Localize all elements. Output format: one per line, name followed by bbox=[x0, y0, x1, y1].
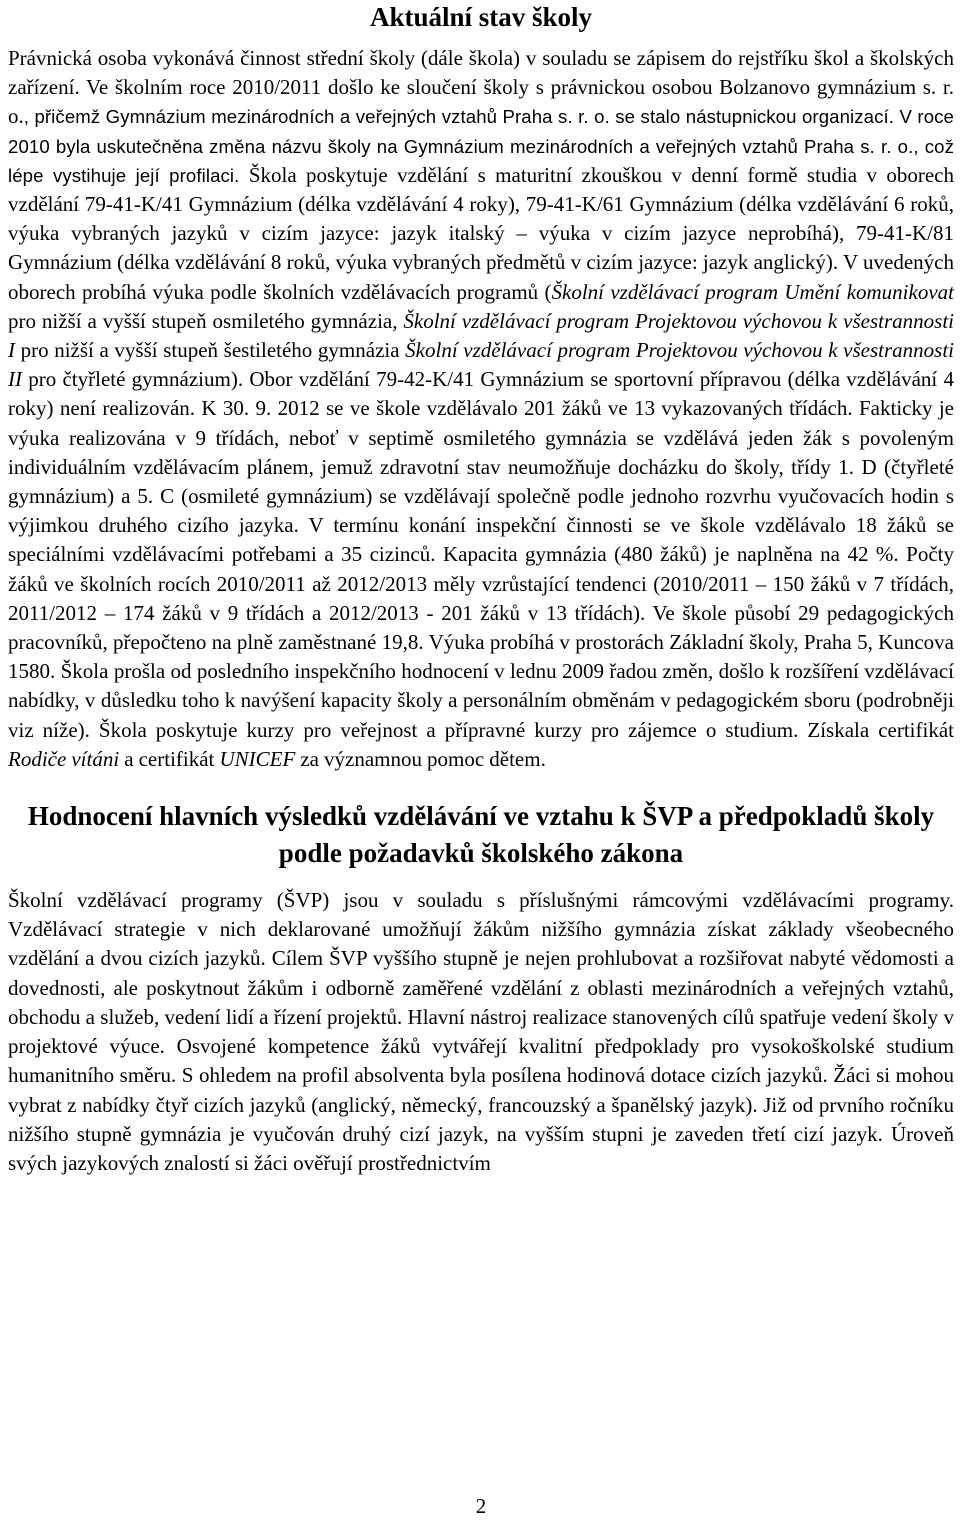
document-page bbox=[8, 0, 954, 1521]
p1-text-7: pro čtyřleté gymnázium). Obor vzdělání 79-42-K/41 Gymnázium se sportovní přípravou (délka vzdělávání 4 roky) není realizován. K 30. 9. 2012 se ve škole vzdělávalo 201 žáků ve 13 vykazovaných třídách. Fakticky je výuka realizována v 9 třídách, neboť v septimě osmiletého gymnázia se vzdělává jeden žák s povoleným individuálním vzdělávacím plánem, jemuž zdravotní stav neumožňuje docházku do školy, třídy 1. D (čtyřleté gymnázium) a 5. C (osmileté gymnázium) se vzdělávají společně podle jednoho rozvrhu vyučovacích hodin s výjimkou druhého cizího jazyka. V termínu konání inspekční činnosti se ve škole vzdělávalo 18 žáků se speciálními vzdělávacími potřebami a 35 cizinců. Kapacita gymnázia (480 žáků) je naplněna na 42 %. Počty žáků ve školních rocích 2010/2011 až 2012/2013 měly vzrůstající tendenci (2010/2011 – 150 žáků v 7 třídách, 2011/2012 – 174 žáků v 9 třídách a 2012/2013 - 201 žáků v 13 třídách). Ve škole působí 29 pedagogických pracovníků, přepočteno na plně zaměstnané 19,8. Výuka probíhá v prostorách Základní školy, Praha 5, Kuncova 1580. Škola prošla od posledního inspekčního hodnocení v lednu 2009 řadou změn, došlo k rozšíření vzdělávací nabídky, v důsledku toho k navýšení kapacity školy a personálním obměnám v pedagogickém sboru (podrobněji viz níže). Škola poskytuje kurzy pro veřejnost a přípravné kurzy pro zájemce o studium. Získala certifikát bbox=[8, 367, 954, 742]
program-name-2: Školní vzdělávací program Projektovou výchovou k všestrannosti I bbox=[8, 308, 954, 363]
p1-text-6: pro nižší a vyšší stupeň šestiletého gymnázia bbox=[15, 338, 406, 363]
program-name-1: Školní vzdělávací program Umění komunikovat bbox=[551, 279, 954, 304]
page-number: 2 bbox=[475, 1494, 487, 1518]
p1-text-1: Právnická osoba vykonává činnost střední školy (dále škola) v souladu se zápisem do rejstříku škol a školských zařízení. Ve školním roce 2010/2011 došlo ke sloučení školy s právnickou osobou Bolzanovo gymnázium s. r. o. bbox=[8, 46, 954, 129]
p1-text-5: pro nižší a vyšší stupeň osmiletého gymnázia, bbox=[8, 308, 404, 333]
paragraph-evaluation: Školní vzdělávací programy (ŠVP) jsou v souladu s příslušnými rámcovými vzdělávacími programy. Vzdělávací strategie v nich deklarované umožňují žákům nižšího gymnázia získat základy všeobecného vzdělání a dvou cizích jazyků. Cílem ŠVP vyššího stupně je nejen prohlubovat a rozšiřovat nabyté vědomosti a dovednosti, ale poskytnout žákům i odborně zaměřené vzdělání z oblasti mezinárodních a veřejných vztahů, obchodu a služeb, vedení lidí a řízení projektů. Hlavní nástroj realizace stanovených cílů spatřuje vedení školy v projektové výuce. Osvojené kompetence žáků vytvářejí kvalitní předpoklady pro vysokoškolské studium humanitního směru. S ohledem na profil absolventa byla posílena hodinová dotace cizích jazyků. Žáci si mohou vybrat z nabídky čtyř cizích jazyků (anglický, německý, francouzský a španělský jazyk). Již od prvního ročníku nižšího stupně gymnázia je vyučován druhý cizí jazyk, na vyšším stupni je zaveden třetí cizí jazyk. Úroveň svých jazykových znalostí si žáci ověřují prostřednictvím bbox=[8, 888, 954, 1175]
certificate-name-2: UNICEF bbox=[219, 746, 296, 771]
program-name-3: Školní vzdělávací program Projektovou výchovou k všestrannosti II bbox=[8, 338, 954, 392]
p1-text-9: za významnou pomoc dětem. bbox=[295, 746, 546, 771]
p1-text-2: , přičemž Gymnázium mezinárodních a veřejných vztahů Praha s. r. o. se stalo nástupnickou organizací. bbox=[23, 106, 895, 128]
paragraph-current-state bbox=[8, 44, 954, 774]
section-heading-current-state: Aktuální stav školy bbox=[369, 2, 593, 32]
p1-text-3: V roce 2010 byla uskutečněna změna názvu školy na Gymnázium mezinárodních a veřejných vztahů Praha s. r. o., což lépe vystihuje její profilaci. bbox=[8, 106, 954, 186]
p1-text-8: a certifikát bbox=[119, 746, 220, 771]
certificate-name-1: Rodiče vítáni bbox=[8, 746, 120, 771]
section-heading-evaluation: Hodnocení hlavních výsledků vzdělávání ve vztahu k ŠVP a předpokladů školy podle požadavků školského zákona bbox=[27, 801, 935, 869]
p1-text-4: Škola poskytuje vzdělání s maturitní zkouškou v denní formě studia v oborech vzdělání 79-41-K/41 Gymnázium (délka vzdělávání 4 roky), 79-41-K/61 Gymnázium (délka vzdělávání 6 roků, výuka vybraných jazyků v cizím jazyce: jazyk italský – výuka v cizím jazyce neprobíhá), 79-41-K/81 Gymnázium (délka vzdělávání 8 roků, výuka vybraných předmětů v cizím jazyce: jazyk anglický). V uvedených oborech probíhá výuka podle školních vzdělávacích programů ( bbox=[8, 162, 954, 304]
